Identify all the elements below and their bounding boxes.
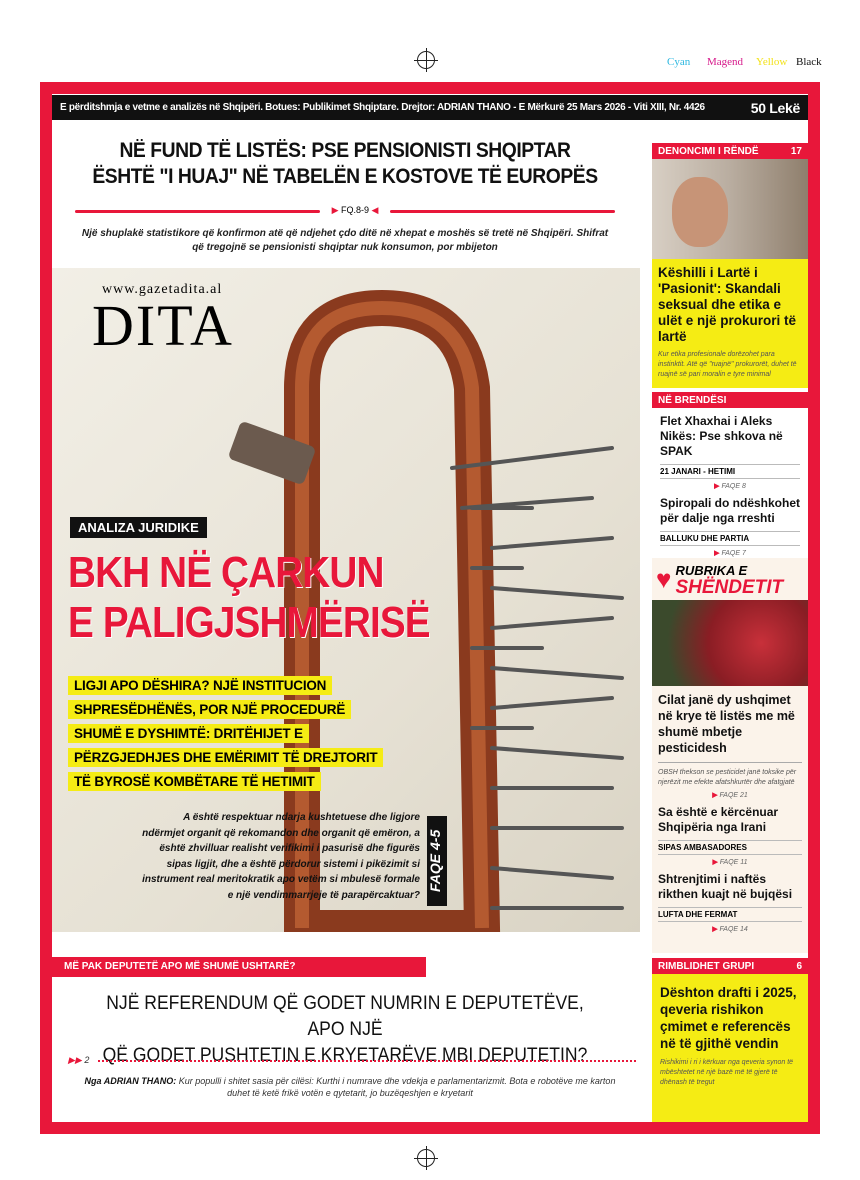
sidebar — [652, 143, 808, 563]
registration-mark — [417, 51, 435, 69]
page-ref-line — [75, 205, 615, 217]
main-question: A është respektuar ndarja kushtetuese dhe ligjore ndërmjet organit që rekomandon dhe organit që emëron, a është zhvilluar realisht verifikimi i pasurisë dhe figurës sipas ligjit, dhe a është përdorur sistemi i pikëzimit si instrument real meritokratik apo vetëm si mbulesë formale e një vendimmarrjeje të parapërcaktuar? — [142, 812, 420, 901]
health-section[interactable]: ♥ RUBRIKA E SHËNDETIT Cilat janë dy ushqimet në krye të listës me më shumë mbetje pesticidesh OBSH thekson se pesticidet janë toksike për njerëzit me efekte afatshkurtër dhe afatgjatë ▶ FAQE 21 Sa është e kërcënuar Shqipëria nga Irani SIPAS AMBASADORES ▶ FAQE 11 Shtrenjtimi i naftës rikthen kuajt në bujqësi LUFTA DHE FERMAT ▶ FAQE 14 — [652, 558, 808, 953]
yellow-mark: Yellow — [756, 56, 788, 68]
double-arrow-icon: ▶▶ — [68, 1055, 82, 1065]
list-item: Shtrenjtimi i naftës rikthen kuajt në bujqësi LUFTA DHE FERMAT ▶ FAQE 14 — [658, 872, 802, 933]
denoncimi-story[interactable]: Këshilli i Lartë i 'Pasionit': Skandali seksual dhe etika e ulët e një prokurori të lartë Kur etika profesionale dorëzohet para instinktit. Atë që "ruajnë" prokurorët, duhet të ruajnë së pari moralin e tyre minimal — [652, 259, 808, 388]
top-headline[interactable]: NË FUND TË LISTËS: PSE PENSIONISTI SHQIPTAR ËSHTË "I HUAJ" NË TABELËN E KOSTOVE TË EUROPËS — [92, 139, 598, 188]
bottom-headline[interactable]: NJË REFERENDUM QË GODET NUMRIN E DEPUTETËVE, APO NJË QË GODET PUSHTETIN E KRYETARËVE MBI DEPUTETIN? — [102, 992, 588, 1066]
logo-name: DITA — [92, 293, 234, 358]
masthead-bar — [52, 95, 808, 120]
main-headline[interactable]: BKH NË ÇARKUN E PALIGJSHMËRISË — [68, 548, 430, 647]
section-tag: ANALIZA JURIDIKE — [70, 517, 207, 538]
main-deck: LIGJI APO DËSHIRA? NJË INSTITUCION SHPRESËDHËNËS, POR NJË PROCEDURË SHUMË E DYSHIMTË: DRITËHIJET E PËRZGJEDHJES DHE EMËRIMIT TË DREJTORIT TË BYROSË KOMBËTARE TË HETIMIT — [68, 676, 458, 796]
brendesi-label: NË BRENDËSI — [652, 392, 808, 408]
list-item: Sa është e kërcënuar Shqipëria nga Irani SIPAS AMBASADORES ▶ FAQE 11 — [658, 805, 802, 866]
top-lead: Një shuplakë statistikore që konfirmon atë që ndjehet çdo ditë në xhepat e moshës së tretë në Shqipëri. Shifrat që tregojnë se pensionisti shqiptar nuk konsumon, por mbijeton — [81, 228, 609, 253]
magenta-mark: Magend — [707, 56, 744, 68]
logo-url: www.gazetadita.al — [102, 282, 223, 297]
list-item[interactable]: Spiropali do ndëshkohet për dalje nga rreshti BALLUKU DHE PARTIA ▶ FAQE 7 — [660, 496, 801, 557]
grupi-section[interactable]: RIMBLIDHET GRUPI 6 Dështon drafti i 2025, qeveria rishikon çmimet e referencës në të gjithë vendin Rishikimi i ri i kërkuar nga qeveria synon të mbështetet në një bazë më të gjerë të dhënash të tregut — [652, 958, 808, 1122]
masthead-tagline: E përditshmja e vetme e analizës në Shqipëri. Botues: Publikimet Shqiptare. Drejtor: ADRIAN THANO - E Mërkurë 25 Mars 2026 - Viti XIII, Nr. 4426 — [60, 102, 705, 113]
prosecutor-photo — [652, 159, 808, 259]
black-mark: Black — [796, 56, 822, 68]
bottom-page-ref[interactable]: ▶▶ 2 — [68, 1055, 636, 1065]
list-item[interactable]: Flet Xhaxhai i Aleks Nikës: Pse shkova në SPAK 21 JANARI - HETIMI ▶ FAQE 8 — [660, 414, 800, 490]
main-page-ref[interactable]: FAQE 4-5 — [427, 816, 447, 906]
strawberries-photo — [652, 600, 808, 686]
cyan-mark: Cyan — [667, 56, 691, 68]
top-page-ref[interactable]: ▶ FQ.8-9 ◀ — [331, 205, 379, 215]
price: 50 Lekë — [750, 99, 800, 116]
denoncimi-label: DENONCIMI I RËNDË 17 — [652, 143, 808, 159]
heart-cross-icon: ♥ — [656, 563, 672, 594]
health-header: ♥ RUBRIKA E SHËNDETIT — [656, 563, 784, 598]
registration-mark — [417, 1149, 435, 1167]
bottom-byline: Nga ADRIAN THANO: Kur populli i shitet sasia për cilësi: Kurthi i numrave dhe vdekja e parlamentarizmit. Bota e robotëve me karton duhet të ketë frikë votën e qytetarit, jo buzëqeshjen e kryetarit — [84, 1076, 616, 1098]
newspaper-logo[interactable] — [72, 282, 332, 362]
bottom-section-label: MË PAK DEPUTETË APO MË SHUMË USHTARË? — [52, 957, 426, 977]
